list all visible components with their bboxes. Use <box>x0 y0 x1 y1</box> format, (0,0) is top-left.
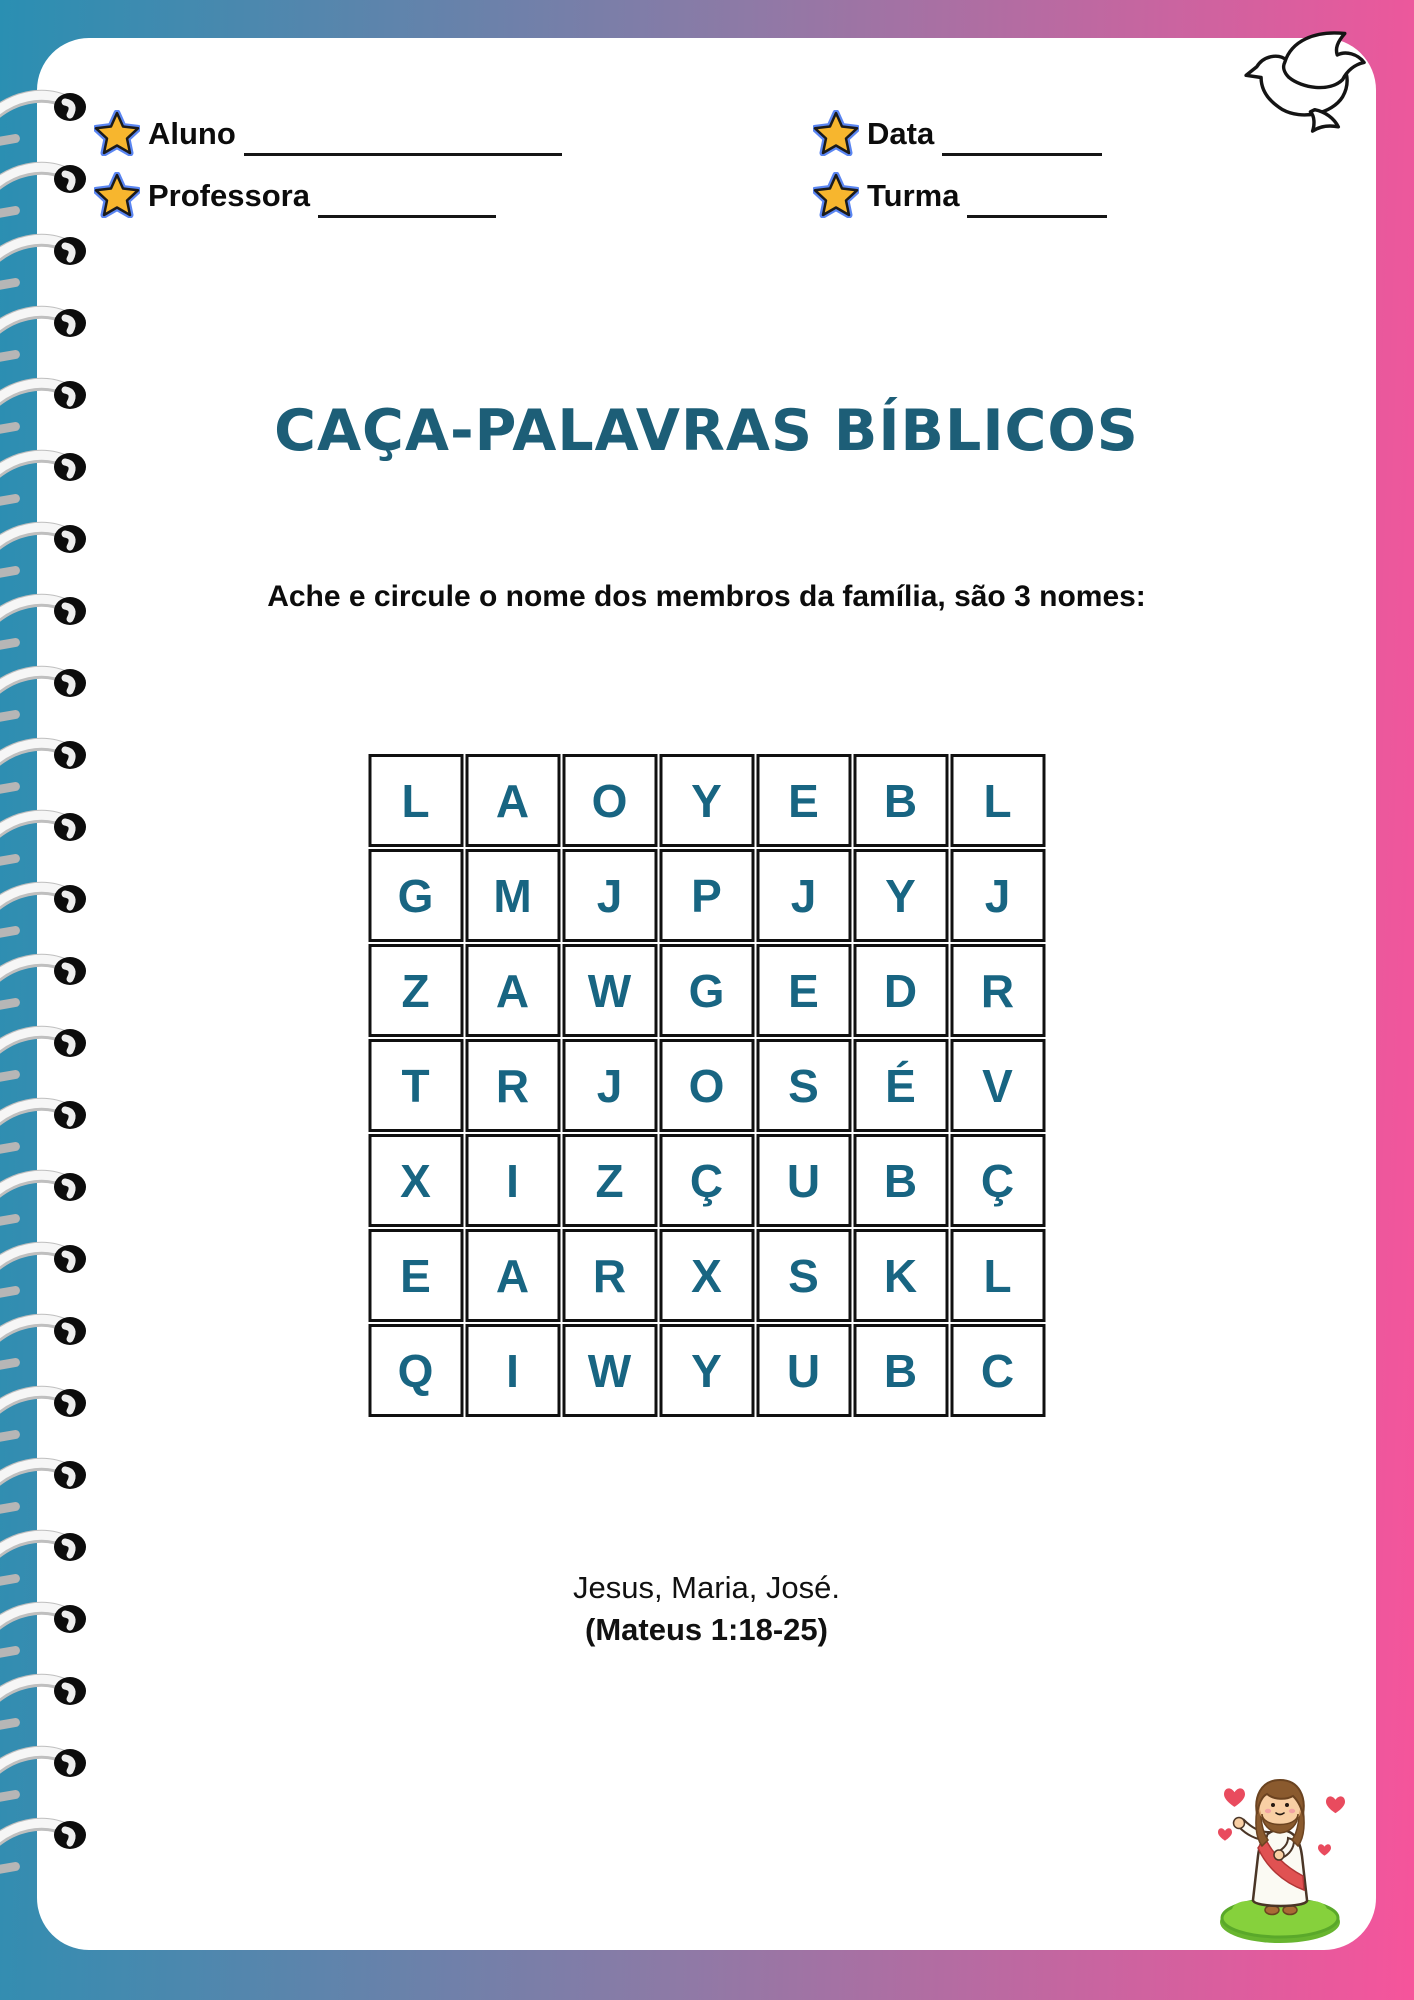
spiral-back-coil <box>0 1213 21 1227</box>
grid-cell: Z <box>562 1134 657 1227</box>
grid-cell: B <box>853 1324 948 1417</box>
spiral-back-coil <box>0 1501 21 1515</box>
grid-cell: A <box>465 754 560 847</box>
grid-cell: J <box>562 849 657 942</box>
dove-icon <box>1236 26 1372 144</box>
field-label-professora: Professora <box>148 178 310 213</box>
spiral-back-coil <box>0 925 21 939</box>
spiral-back-coil <box>0 781 21 795</box>
page-title: CAÇA-PALAVRAS BÍBLICOS <box>274 398 1139 464</box>
grid-cell: A <box>465 944 560 1037</box>
spiral-back-coil <box>0 493 21 507</box>
grid-cell: E <box>756 754 851 847</box>
grid-cell: G <box>368 849 463 942</box>
star-icon <box>94 172 140 218</box>
scripture-reference: (Mateus 1:18-25) <box>585 1612 828 1647</box>
field-blank-line-turma <box>967 181 1107 218</box>
grid-cell: U <box>756 1134 851 1227</box>
jesus-illustration <box>1210 1744 1350 1946</box>
spiral-back-coil <box>0 997 21 1011</box>
field-blank-line-professora <box>318 181 496 218</box>
grid-cell: U <box>756 1324 851 1417</box>
grid-cell: J <box>950 849 1045 942</box>
grid-cell: S <box>756 1229 851 1322</box>
spiral-back-coil <box>0 1141 21 1155</box>
spiral-back-coil <box>0 709 21 723</box>
grid-cell: S <box>756 1039 851 1132</box>
spiral-back-coil <box>0 277 21 291</box>
grid-cell: X <box>659 1229 754 1322</box>
grid-cell: W <box>562 944 657 1037</box>
grid-cell: I <box>465 1324 560 1417</box>
grid-cell: G <box>659 944 754 1037</box>
field-blank-line-data <box>942 119 1102 156</box>
grid-cell: Ç <box>659 1134 754 1227</box>
spiral-back-coil <box>0 1069 21 1083</box>
spiral-back-coil <box>0 853 21 867</box>
jesus-figure <box>1234 1780 1308 1915</box>
grid-cell: L <box>368 754 463 847</box>
spiral-back-coil <box>0 1645 21 1659</box>
field-label-data: Data <box>867 116 935 151</box>
grid-cell: Ç <box>950 1134 1045 1227</box>
grid-cell: Q <box>368 1324 463 1417</box>
star-icon <box>813 110 859 156</box>
grid-cell: J <box>562 1039 657 1132</box>
grid-cell: J <box>756 849 851 942</box>
grid-cell: O <box>659 1039 754 1132</box>
field-turma <box>813 172 1107 218</box>
spiral-back-coil <box>0 1861 21 1875</box>
grid-cell: P <box>659 849 754 942</box>
grid-cell: Y <box>659 754 754 847</box>
grid-cell: Y <box>659 1324 754 1417</box>
grid-cell: A <box>465 1229 560 1322</box>
spiral-back-coil <box>0 1285 21 1299</box>
grid-cell: C <box>950 1324 1045 1417</box>
spiral-back-coil <box>0 1717 21 1731</box>
grid-cell: L <box>950 754 1045 847</box>
spiral-back-coil <box>0 205 21 219</box>
field-professora <box>94 172 496 218</box>
grid-cell: B <box>853 1134 948 1227</box>
grid-cell: R <box>562 1229 657 1322</box>
field-label-aluno: Aluno <box>148 116 236 151</box>
grid-cell: O <box>562 754 657 847</box>
grid-cell: R <box>950 944 1045 1037</box>
spiral-back-coil <box>0 1789 21 1803</box>
grid-cell: Z <box>368 944 463 1037</box>
spiral-back-coil <box>0 1357 21 1371</box>
paper-sheet <box>37 38 1376 1950</box>
grid-cell: Y <box>853 849 948 942</box>
spiral-back-coil <box>0 421 21 435</box>
grid-cell: R <box>465 1039 560 1132</box>
spiral-back-coil <box>0 133 21 147</box>
grid-cell: D <box>853 944 948 1037</box>
star-icon <box>94 110 140 156</box>
grid-cell: T <box>368 1039 463 1132</box>
spiral-back-coil <box>0 637 21 651</box>
spiral-back-coil <box>0 349 21 363</box>
grid-cell: L <box>950 1229 1045 1322</box>
field-blank-line-aluno <box>244 119 562 156</box>
grid-cell: M <box>465 849 560 942</box>
grid-cell: I <box>465 1134 560 1227</box>
answer-names: Jesus, Maria, José. <box>572 1570 841 1605</box>
star-icon <box>813 172 859 218</box>
field-label-turma: Turma <box>867 178 960 213</box>
grid-cell: V <box>950 1039 1045 1132</box>
grid-cell: X <box>368 1134 463 1227</box>
word-search-grid <box>368 754 1045 1417</box>
spiral-back-coil <box>0 1573 21 1587</box>
grid-cell: W <box>562 1324 657 1417</box>
grid-cell: E <box>368 1229 463 1322</box>
grid-cell: É <box>853 1039 948 1132</box>
grid-cell: E <box>756 944 851 1037</box>
grid-cell: B <box>853 754 948 847</box>
grid-cell: K <box>853 1229 948 1322</box>
spiral-back-coil <box>0 1429 21 1443</box>
field-aluno <box>94 110 562 156</box>
field-data <box>813 110 1102 156</box>
instruction-text: Ache e circule o nome dos membros da família, são 3 nomes: <box>267 580 1146 613</box>
spiral-back-coil <box>0 565 21 579</box>
